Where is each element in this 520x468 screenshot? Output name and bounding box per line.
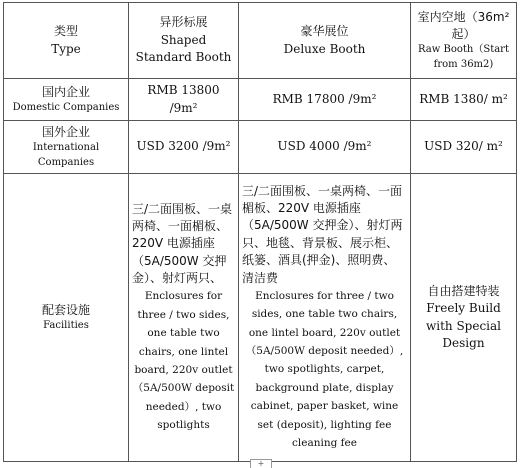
header-deluxe-zh: 豪华展位 [300, 24, 349, 39]
price-shaped-domestic: RMB 13800 /9m² [129, 79, 239, 121]
header-type-zh: 类型 [53, 24, 78, 39]
row-label-en: Facilities [43, 319, 89, 331]
facilities-raw [411, 174, 517, 462]
row-label-zh: 国内企业 [41, 84, 90, 99]
row-label-en: Domestic Companies [12, 101, 120, 113]
facilities-deluxe [239, 174, 411, 462]
header-raw [411, 3, 517, 79]
price-deluxe-international: USD 4000 /9m² [239, 121, 411, 174]
facilities-shaped-zh: 三/二面围板、一桌两椅、一面楣板、220V 电源插座（5A/500W 交押金）、射灯两只、 [132, 201, 233, 286]
row-label-domestic [4, 79, 129, 121]
table-add-row-handle[interactable]: + [250, 459, 272, 468]
facilities-shaped-en: Enclosures for three / two sides, one table two chairs, one lintel board, 220v outlet （5A/500W deposit needed）, two spotlights [132, 290, 235, 432]
price-raw-international: USD 320/ m² [411, 121, 517, 174]
facilities-deluxe-zh: 三/二面围板、一桌两椅、一面楣板、220V 电源插座（5A/500W 交押金）、射灯两只、地毯、背景板、展示柜、纸篓、酒具(押金)、照明费、清洁费 [242, 183, 403, 285]
row-label-international [4, 121, 129, 174]
facilities-raw-zh: 自由搭建特装 [427, 283, 500, 298]
header-raw-zh: 室内空地（36m² 起） [417, 9, 510, 41]
price-shaped-international: USD 3200 /9m² [129, 121, 239, 174]
facilities-shaped [129, 174, 239, 462]
table-row [4, 121, 517, 174]
row-label-zh: 配套设施 [41, 302, 90, 317]
table-row [4, 79, 517, 121]
header-row [4, 3, 517, 79]
header-shaped [129, 3, 239, 79]
header-deluxe [239, 3, 411, 79]
facilities-deluxe-en: Enclosures for three / two sides, one table two chairs, one lintel board, 220v outlet （5A/500W deposit needed）, two spotlights, carpet, background plate, display cabinet, paper basket, wine set (deposit), lighting fee cleaning fee [245, 289, 404, 449]
booth-price-table [3, 2, 517, 462]
row-label-en: International Companies [32, 142, 100, 168]
row-label-zh: 国外企业 [41, 124, 90, 139]
price-raw-domestic: RMB 1380/ m² [411, 79, 517, 121]
price-deluxe-domestic: RMB 17800 /9m² [239, 79, 411, 121]
header-type [4, 3, 129, 79]
facilities-raw-en: Freely Build with Special Design [425, 301, 502, 350]
row-label-facilities [4, 174, 129, 462]
header-type-en: Type [51, 41, 81, 56]
header-deluxe-en: Deluxe Booth [283, 41, 366, 56]
header-raw-en: Raw Booth（Start from 36m2) [418, 44, 509, 70]
facilities-row [4, 174, 517, 462]
header-shaped-zh: 异形标展 [159, 15, 208, 30]
header-shaped-en: Shaped Standard Booth [135, 32, 232, 65]
